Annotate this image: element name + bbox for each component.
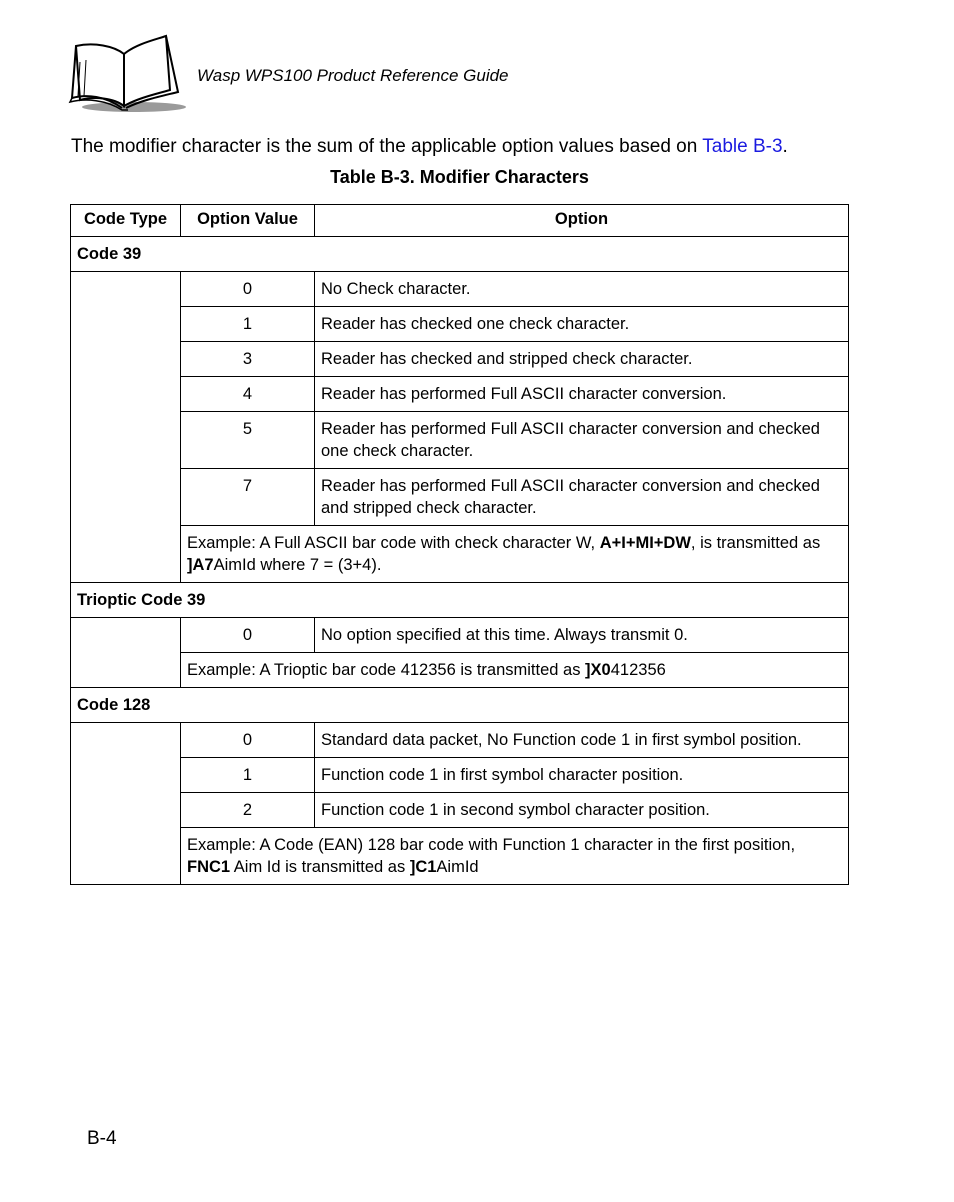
table-row bbox=[71, 618, 849, 653]
table-row bbox=[71, 377, 849, 412]
section-trioptic-code-39: Trioptic Code 39 bbox=[71, 583, 849, 618]
header-code-type: Code Type bbox=[71, 205, 181, 237]
option-text: Reader has performed Full ASCII character conversion and checked one check character. bbox=[315, 412, 849, 469]
table-row bbox=[71, 307, 849, 342]
option-text: Reader has checked one check character. bbox=[315, 307, 849, 342]
section-row bbox=[71, 688, 849, 723]
example-bold: A+I+MI+DW bbox=[599, 534, 691, 552]
table-caption: Table B-3. Modifier Characters bbox=[330, 167, 589, 187]
table-row bbox=[71, 272, 849, 307]
table-row bbox=[71, 793, 849, 828]
option-value: 2 bbox=[181, 793, 315, 828]
example-bold: FNC1 bbox=[187, 858, 231, 876]
example-bold: ]X0 bbox=[585, 661, 611, 679]
example-text: Example: A Trioptic bar code 412356 is transmitted as bbox=[187, 661, 586, 679]
option-value: 7 bbox=[181, 469, 315, 526]
section-code-39: Code 39 bbox=[71, 237, 849, 272]
option-text: Reader has performed Full ASCII character conversion. bbox=[315, 377, 849, 412]
option-value: 1 bbox=[181, 758, 315, 793]
intro-text: The modifier character is the sum of the applicable option values based on bbox=[71, 136, 703, 157]
example-bold: ]A7 bbox=[187, 556, 214, 574]
example-text: Example: A Full ASCII bar code with check character W, bbox=[187, 534, 600, 552]
table-row bbox=[71, 342, 849, 377]
option-value: 3 bbox=[181, 342, 315, 377]
table-row bbox=[71, 723, 849, 758]
example-bold: ]C1 bbox=[409, 858, 437, 876]
option-value: 1 bbox=[181, 307, 315, 342]
example-row bbox=[71, 526, 849, 583]
option-value: 5 bbox=[181, 412, 315, 469]
example-code-39 bbox=[181, 526, 849, 583]
option-text: Function code 1 in first symbol character position. bbox=[315, 758, 849, 793]
code-type-cell bbox=[71, 618, 181, 688]
modifier-characters-table bbox=[70, 204, 849, 885]
section-code-128: Code 128 bbox=[71, 688, 849, 723]
option-text: No option specified at this time. Always transmit 0. bbox=[315, 618, 849, 653]
option-text: No Check character. bbox=[315, 272, 849, 307]
page-number: B-4 bbox=[87, 1128, 117, 1149]
header-option: Option bbox=[315, 205, 849, 237]
example-text: Example: A Code (EAN) 128 bar code with Function 1 character in the first position, bbox=[187, 836, 796, 854]
intro-end: . bbox=[782, 136, 788, 157]
table-row bbox=[71, 412, 849, 469]
example-trioptic bbox=[181, 653, 849, 688]
option-value: 0 bbox=[181, 723, 315, 758]
example-code-128 bbox=[181, 828, 849, 885]
intro-paragraph bbox=[71, 136, 788, 158]
section-row bbox=[71, 583, 849, 618]
option-text: Reader has checked and stripped check character. bbox=[315, 342, 849, 377]
example-text: AimId where 7 = (3+4). bbox=[213, 556, 382, 574]
example-text: Aim Id is transmitted as bbox=[230, 858, 410, 876]
header-option-value: Option Value bbox=[181, 205, 315, 237]
example-text: AimId bbox=[436, 858, 479, 876]
table-row bbox=[71, 758, 849, 793]
table-row bbox=[71, 469, 849, 526]
code-type-cell bbox=[71, 723, 181, 885]
section-row bbox=[71, 237, 849, 272]
code-type-cell bbox=[71, 272, 181, 583]
option-text: Reader has performed Full ASCII character conversion and checked and stripped check character. bbox=[315, 469, 849, 526]
table-header-row bbox=[71, 205, 849, 237]
example-row bbox=[71, 653, 849, 688]
open-book-icon bbox=[66, 32, 188, 116]
example-text: 412356 bbox=[610, 661, 666, 679]
example-row bbox=[71, 828, 849, 885]
option-text: Standard data packet, No Function code 1 in first symbol position. bbox=[315, 723, 849, 758]
guide-title: Wasp WPS100 Product Reference Guide bbox=[197, 66, 509, 85]
option-value: 0 bbox=[181, 272, 315, 307]
option-value: 0 bbox=[181, 618, 315, 653]
example-text: , is transmitted as bbox=[690, 534, 821, 552]
option-value: 4 bbox=[181, 377, 315, 412]
option-text: Function code 1 in second symbol character position. bbox=[315, 793, 849, 828]
table-b3-link[interactable]: Table B-3 bbox=[702, 136, 783, 157]
